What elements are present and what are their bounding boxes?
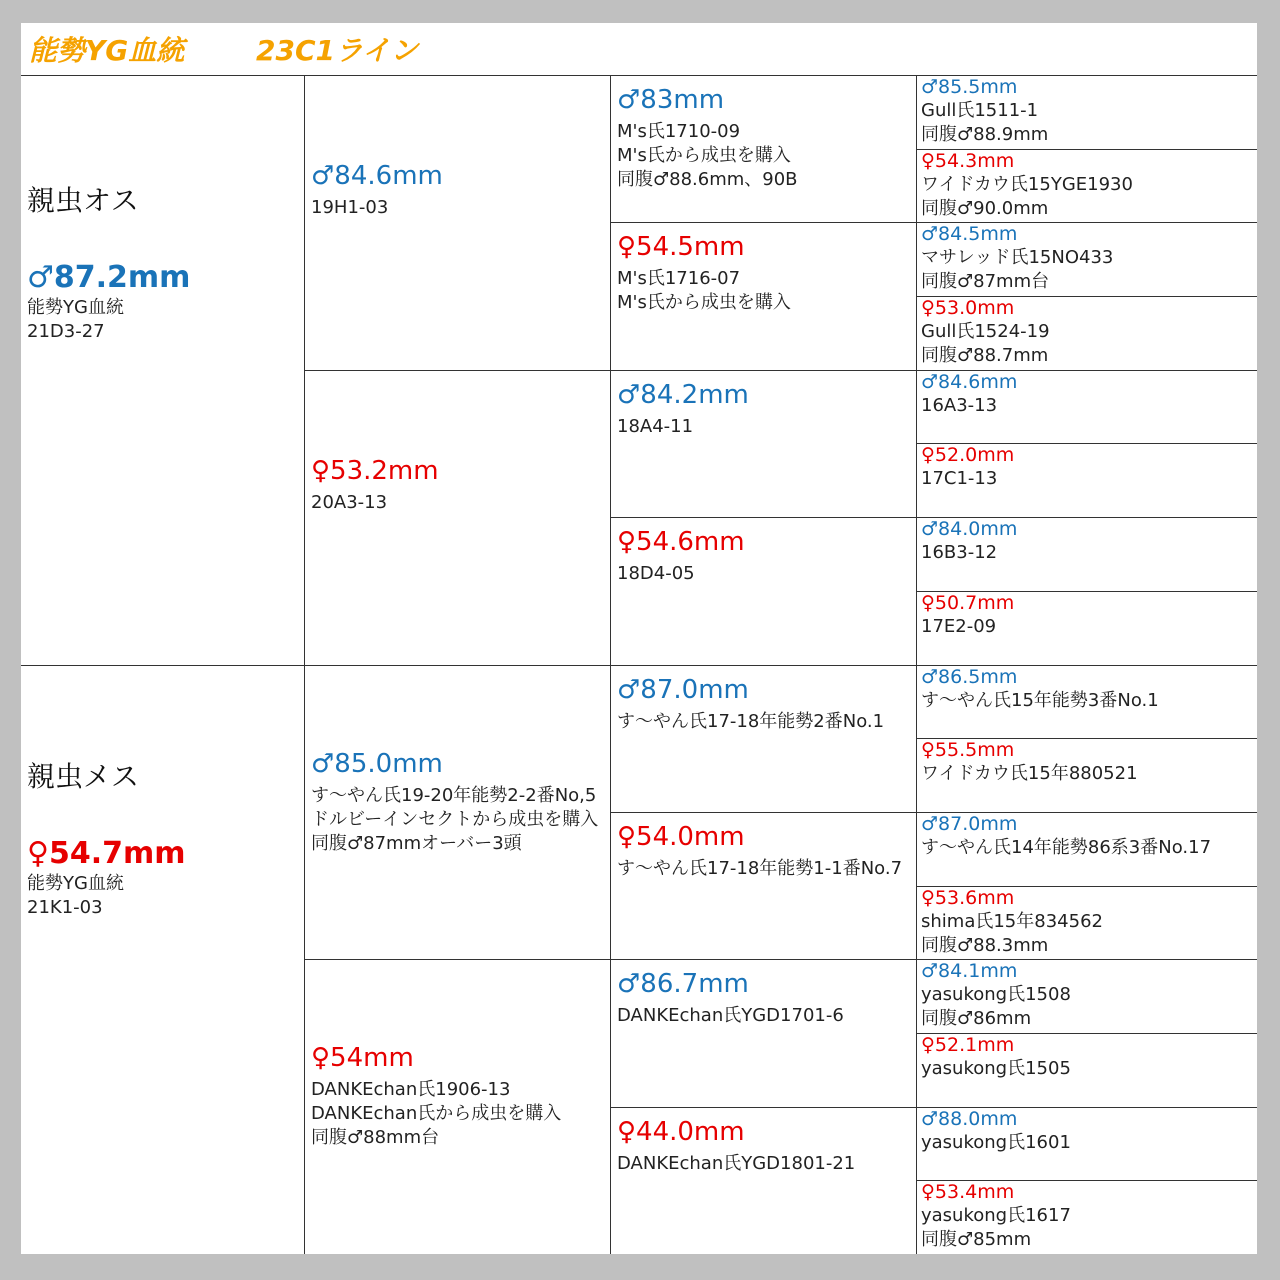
- detail-line: M's氏から成虫を購入: [617, 292, 791, 313]
- measurement: ♂86.7mm: [617, 969, 749, 999]
- detail-line: yasukong氏1617: [921, 1205, 1071, 1226]
- gen3-cell: [610, 1107, 916, 1254]
- gen1-cell: [21, 665, 304, 1254]
- gen2-cell: [304, 370, 610, 665]
- measurement: ♂84.1mm: [921, 960, 1018, 982]
- detail-line: す～やん氏15年能勢3番No.1: [921, 690, 1159, 711]
- detail-line: 同腹♂88mm台: [311, 1127, 440, 1148]
- detail-line: 能勢YG血統: [27, 873, 124, 894]
- measurement: ♂87.0mm: [921, 813, 1018, 835]
- detail-line: 同腹♂88.3mm: [921, 935, 1049, 956]
- gen4-cell: [916, 517, 1257, 591]
- gen4-cell: [916, 591, 1257, 665]
- detail-line: ワイドカウ氏15年880521: [921, 763, 1138, 784]
- measurement: ♀44.0mm: [617, 1117, 745, 1147]
- detail-line: 20A3-13: [311, 492, 388, 513]
- gen4-cell: [916, 1180, 1257, 1254]
- detail-line: 同腹♂85mm: [921, 1229, 1032, 1250]
- parent-label: 親虫オス: [27, 184, 139, 217]
- detail-line: 同腹♂86mm: [921, 1008, 1032, 1029]
- measurement: ♂84.6mm: [921, 371, 1018, 393]
- detail-line: yasukong氏1508: [921, 984, 1071, 1005]
- detail-line: す～やん氏17-18年能勢1-1番No.7: [617, 858, 903, 879]
- detail-line: 同腹♂90.0mm: [921, 198, 1049, 219]
- measurement: ♂87.2mm: [27, 260, 191, 295]
- detail-line: 19H1-03: [311, 197, 389, 218]
- detail-line: DANKEchan氏から成虫を購入: [311, 1103, 562, 1124]
- gen2-cell: [304, 959, 610, 1254]
- detail-line: M's氏から成虫を購入: [617, 145, 791, 166]
- detail-line: yasukong氏1505: [921, 1058, 1071, 1079]
- gen4-cell: [916, 75, 1257, 149]
- detail-line: Gull氏1524-19: [921, 321, 1050, 342]
- gen1-cell: [21, 75, 304, 665]
- detail-line: shima氏15年834562: [921, 911, 1103, 932]
- gen4-cell: [916, 886, 1257, 959]
- detail-line: 16A3-13: [921, 395, 998, 416]
- gen4-cell: [916, 738, 1257, 812]
- gen4-cell: [916, 443, 1257, 517]
- gen3-cell: [610, 75, 916, 222]
- gen3-cell: [610, 370, 916, 517]
- gen4-cell: [916, 1107, 1257, 1180]
- measurement: ♀52.1mm: [921, 1034, 1015, 1056]
- detail-line: 17C1-13: [921, 468, 998, 489]
- detail-line: す～やん氏14年能勢86系3番No.17: [921, 837, 1212, 858]
- detail-line: 同腹♂88.6mm、90B: [617, 169, 798, 190]
- measurement: ♂85.5mm: [921, 76, 1018, 98]
- detail-line: 21D3-27: [27, 321, 105, 342]
- measurement: ♂86.5mm: [921, 666, 1018, 688]
- gen4-cell: [916, 665, 1257, 738]
- measurement: ♂87.0mm: [617, 675, 749, 705]
- measurement: ♀54mm: [311, 1043, 414, 1073]
- parent-label: 親虫メス: [27, 760, 140, 793]
- measurement: ♂83mm: [617, 85, 725, 115]
- detail-line: 21K1-03: [27, 897, 103, 918]
- detail-line: 16B3-12: [921, 542, 998, 563]
- measurement: ♂84.6mm: [311, 161, 443, 191]
- detail-line: DANKEchan氏YGD1801-21: [617, 1153, 856, 1174]
- measurement: ♀54.6mm: [617, 527, 745, 557]
- gen3-cell: [610, 517, 916, 665]
- spacer: [27, 794, 304, 836]
- pedigree-sheet: [21, 23, 1257, 1254]
- detail-line: す～やん氏19-20年能勢2-2番No,5: [311, 785, 597, 806]
- gen3-cell: [610, 665, 916, 812]
- measurement: ♂88.0mm: [921, 1108, 1018, 1130]
- detail-line: Gull氏1511-1: [921, 100, 1039, 121]
- gen4-cell: [916, 959, 1257, 1033]
- detail-line: 18D4-05: [617, 563, 695, 584]
- detail-line: M's氏1716-07: [617, 268, 741, 289]
- measurement: ♀53.6mm: [921, 887, 1015, 909]
- gen2-cell: [304, 75, 610, 370]
- gen3-cell: [610, 222, 916, 370]
- gen4-cell: [916, 222, 1257, 296]
- measurement: ♀50.7mm: [921, 592, 1015, 614]
- detail-line: ドルビーインセクトから成虫を購入: [311, 809, 599, 830]
- gen4-cell: [916, 812, 1257, 886]
- detail-line: 17E2-09: [921, 616, 997, 637]
- gen4-cell: [916, 296, 1257, 370]
- measurement: ♀53.4mm: [921, 1181, 1015, 1203]
- detail-line: 能勢YG血統: [27, 297, 124, 318]
- detail-line: 同腹♂88.9mm: [921, 124, 1049, 145]
- measurement: ♂84.5mm: [921, 223, 1018, 245]
- detail-line: yasukong氏1601: [921, 1132, 1071, 1153]
- measurement: ♀53.0mm: [921, 297, 1015, 319]
- detail-line: 同腹♂88.7mm: [921, 345, 1049, 366]
- detail-line: マサレッド氏15NO433: [921, 247, 1114, 268]
- bloodline-name: 能勢YG血統: [29, 34, 185, 67]
- detail-line: DANKEchan氏YGD1701-6: [617, 1005, 844, 1026]
- gen3-cell: [610, 959, 916, 1107]
- measurement: ♀54.0mm: [617, 822, 745, 852]
- detail-line: ワイドカウ氏15YGE1930: [921, 174, 1133, 195]
- measurement: ♀52.0mm: [921, 444, 1015, 466]
- gen4-cell: [916, 1033, 1257, 1107]
- gen2-cell: [304, 665, 610, 959]
- spacer: [27, 218, 304, 260]
- detail-line: DANKEchan氏1906-13: [311, 1079, 511, 1100]
- measurement: ♀54.5mm: [617, 232, 745, 262]
- measurement: ♂84.2mm: [617, 380, 749, 410]
- measurement: ♀55.5mm: [921, 739, 1015, 761]
- measurement: ♂84.0mm: [921, 518, 1018, 540]
- detail-line: 18A4-11: [617, 416, 694, 437]
- gen4-cell: [916, 149, 1257, 222]
- gen3-cell: [610, 812, 916, 959]
- detail-line: す～やん氏17-18年能勢2番No.1: [617, 711, 885, 732]
- detail-line: 同腹♂87mm台: [921, 271, 1050, 292]
- gen4-cell: [916, 370, 1257, 443]
- detail-line: M's氏1710-09: [617, 121, 741, 142]
- measurement: ♀53.2mm: [311, 456, 439, 486]
- measurement: ♀54.3mm: [921, 150, 1015, 172]
- detail-line: 同腹♂87mmオーバー3頭: [311, 833, 522, 854]
- line-code: 23C1ライン: [256, 34, 419, 67]
- measurement: ♂85.0mm: [311, 749, 443, 779]
- pedigree-title: [29, 31, 1249, 75]
- measurement: ♀54.7mm: [27, 836, 186, 871]
